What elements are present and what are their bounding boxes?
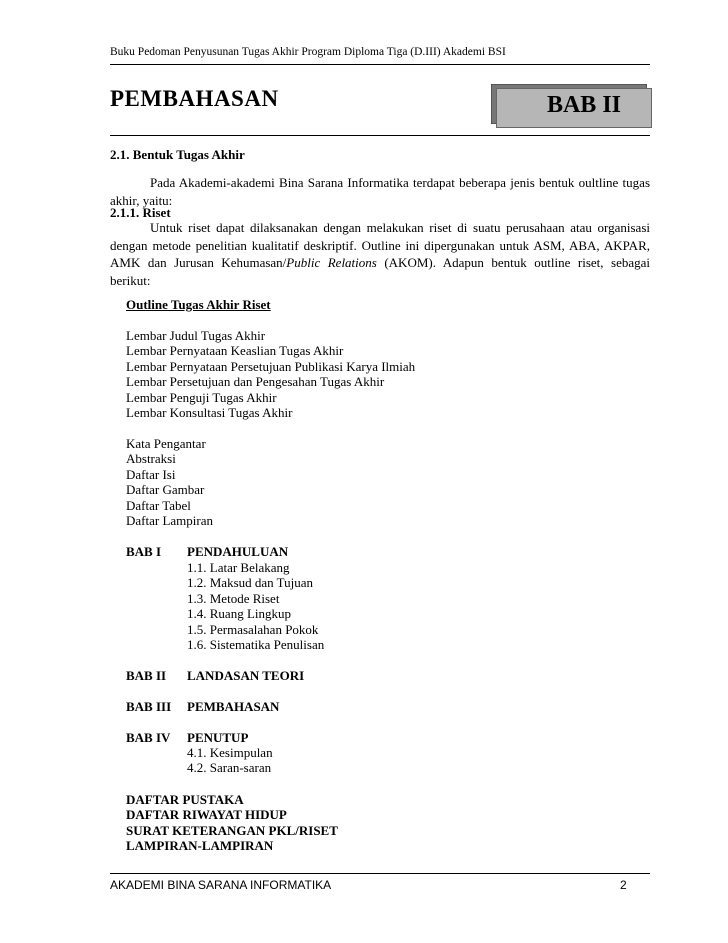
page-number: 2 (620, 878, 627, 892)
list-item: Lembar Judul Tugas Akhir (126, 328, 266, 343)
back-matter-list (126, 792, 338, 854)
list-item: Lembar Penguji Tugas Akhir (126, 389, 277, 405)
title-divider (110, 135, 650, 136)
front-pages-list (126, 328, 415, 420)
chapter-2-label: BAB II (126, 668, 167, 683)
section-heading: 2.1. Bentuk Tugas Akhir (110, 147, 245, 162)
list-item: Abstraksi (126, 451, 176, 467)
list-item: DAFTAR PUSTAKA (126, 792, 244, 807)
subsection-paragraph (110, 219, 650, 289)
chapter-3-label: BAB III (126, 699, 172, 714)
footer-divider (110, 873, 650, 874)
list-item: Daftar Tabel (126, 497, 191, 513)
paragraph-text-end: (AKOM). Adapun bentuk outline riset, sebagai berikut: (110, 255, 650, 288)
subsection-heading: 2.1.1. Riset (110, 205, 171, 220)
list-item: DAFTAR RIWAYAT HIDUP (126, 807, 287, 823)
chapter-badge-label: BAB II (546, 92, 621, 118)
chapter-2-title: LANDASAN TEORI (187, 668, 305, 683)
sub-item: 1.5. Permasalahan Pokok (187, 621, 319, 637)
list-item: Lembar Pernyataan Persetujuan Publikasi Karya Ilmiah (126, 358, 416, 374)
chapter-badge (496, 88, 652, 128)
list-item: SURAT KETERANGAN PKL/RISET (126, 822, 338, 838)
sub-item: 1.3. Metode Riset (187, 590, 280, 606)
list-item: Daftar Lampiran (126, 513, 213, 529)
chapter-4-subs (187, 745, 273, 776)
chapter-1-label: BAB I (126, 544, 162, 559)
list-item: Lembar Konsultasi Tugas Akhir (126, 405, 293, 421)
list-item: Kata Pengantar (126, 436, 206, 451)
list-item: Daftar Gambar (126, 482, 205, 498)
paragraph-text: Untuk riset dapat dilaksanakan dengan melakukan riset di suatu perusahaan atau organisasi dengan metode penelitian kualitatif deskriptif. Outline ini dipergunakan untuk ASM, ABA, AKPAR, AMK dan Jurusan Kehumasan/ (110, 220, 650, 270)
section-intro: Pada Akademi-akademi Bina Sarana Informatika terdapat beberapa jenis bentuk oultline tugas akhir, yaitu: (110, 175, 650, 208)
chapter-title: PEMBAHASAN (110, 86, 279, 111)
sub-item: 1.6. Sistematika Penulisan (187, 637, 325, 653)
sub-item: 4.1. Kesimpulan (187, 745, 273, 760)
chapter-1-title: PENDAHULUAN (187, 544, 289, 559)
chapter-3-title: PEMBAHASAN (187, 699, 280, 714)
list-item: Lembar Persetujuan dan Pengesahan Tugas Akhir (126, 374, 385, 390)
chapter-1-subs (187, 560, 324, 652)
outline-title: Outline Tugas Akhir Riset (126, 297, 271, 312)
list-item: LAMPIRAN-LAMPIRAN (126, 838, 274, 854)
sub-item: 4.2. Saran-saran (187, 760, 272, 776)
paragraph-italic: Public Relations (286, 255, 377, 270)
list-item: Lembar Pernyataan Keaslian Tugas Akhir (126, 343, 344, 359)
footer-institution: AKADEMI BINA SARANA INFORMATIKA (110, 878, 332, 892)
preliminaries-list (126, 436, 213, 528)
chapter-4-label: BAB IV (126, 730, 171, 745)
sub-item: 1.1. Latar Belakang (187, 560, 290, 575)
sub-item: 1.2. Maksud dan Tujuan (187, 575, 314, 591)
header-divider (110, 64, 650, 65)
sub-item: 1.4. Ruang Lingkup (187, 606, 291, 622)
running-header: Buku Pedoman Penyusunan Tugas Akhir Program Diploma Tiga (D.III) Akademi BSI (110, 46, 506, 58)
chapter-4-title: PENUTUP (187, 730, 249, 745)
list-item: Daftar Isi (126, 466, 176, 482)
